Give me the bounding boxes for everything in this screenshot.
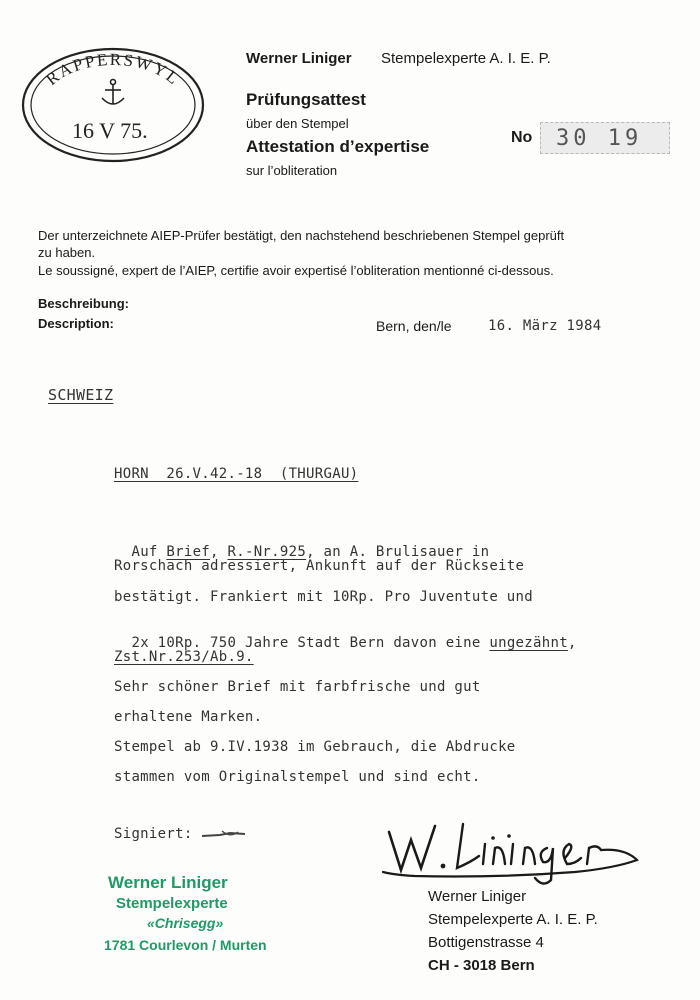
address-name: Werner Liniger [428, 888, 527, 905]
number-label: No [511, 129, 533, 146]
intro-fr-line: Le soussigné, expert de l’AIEP, certifie avoir expertisé l’obliteration mentionné ci-dessous. [38, 263, 554, 278]
svg-text:RAPPERSWYL [42, 50, 184, 89]
certificate-number: 30 19 [556, 126, 643, 151]
date-value: 16. März 1984 [488, 318, 602, 334]
body-line-7: erhaltene Marken. [114, 709, 263, 725]
intro-de-line1: Der unterzeichnete AIEP-Prüfer bestätigt, den nachstehend beschriebenen Stempel geprüft [38, 228, 565, 243]
anchor-icon [102, 80, 124, 105]
body-line-6: Sehr schöner Brief mit farbfrische und gut [114, 679, 481, 695]
cancellation-line: HORN 26.V.42.-18 (THURGAU) [114, 466, 359, 482]
title-de: Prüfungsattest [246, 90, 366, 109]
green-stamp-line3: «Chrisegg» [147, 915, 224, 931]
beschreibung-label: Beschreibung: [38, 296, 130, 311]
subtitle-fr: sur l’obliteration [246, 163, 338, 178]
body-line-9: stammen vom Originalstempel und sind echt. [114, 769, 481, 785]
address-title: Stempelexperte A. I. E. P. [428, 911, 598, 928]
body-line-2: Rorschach adressiert, Ankunft auf der Rückseite [114, 558, 525, 574]
body-line-4: 2x 10Rp. 750 Jahre Stadt Bern davon eine ungezähnt, [131, 635, 577, 651]
country-heading: SCHWEIZ [48, 386, 114, 404]
green-stamp-line4: 1781 Courlevon / Murten [104, 937, 267, 953]
rapperswyl-seal [18, 44, 208, 166]
body-line-8: Stempel ab 9.IV.1938 im Gebrauch, die Abdrucke [114, 739, 516, 755]
expert-title: Stempelexperte A. I. E. P. [381, 50, 551, 67]
address-street: Bottigenstrasse 4 [428, 934, 544, 951]
body-line-5: Zst.Nr.253/Ab.9. [114, 649, 254, 665]
subtitle-de: über den Stempel [246, 116, 349, 131]
seal-arc-text: RAPPERSWYL [42, 49, 184, 90]
address-city: CH - 3018 Bern [428, 957, 535, 974]
body-line-3: bestätigt. Frankiert mit 10Rp. Pro Juventute und [114, 589, 533, 605]
title-fr: Attestation d’expertise [246, 137, 430, 156]
expert-name: Werner Liniger [246, 50, 352, 67]
place-label: Bern, den/le [376, 318, 452, 334]
signed-scribble [200, 826, 250, 842]
seal-date: 16 V 75. [72, 118, 148, 143]
intro-de-line2: zu haben. [38, 245, 96, 260]
green-stamp-line1: Werner Liniger [108, 873, 228, 892]
handwritten-signature [375, 818, 675, 890]
body-line-1: Auf Brief, R.-Nr.925, an A. Brulisauer in [131, 544, 490, 560]
description-label: Description: [38, 316, 114, 331]
green-stamp-line2: Stempelexperte [116, 895, 228, 912]
signed-label: Signiert: [114, 826, 193, 842]
